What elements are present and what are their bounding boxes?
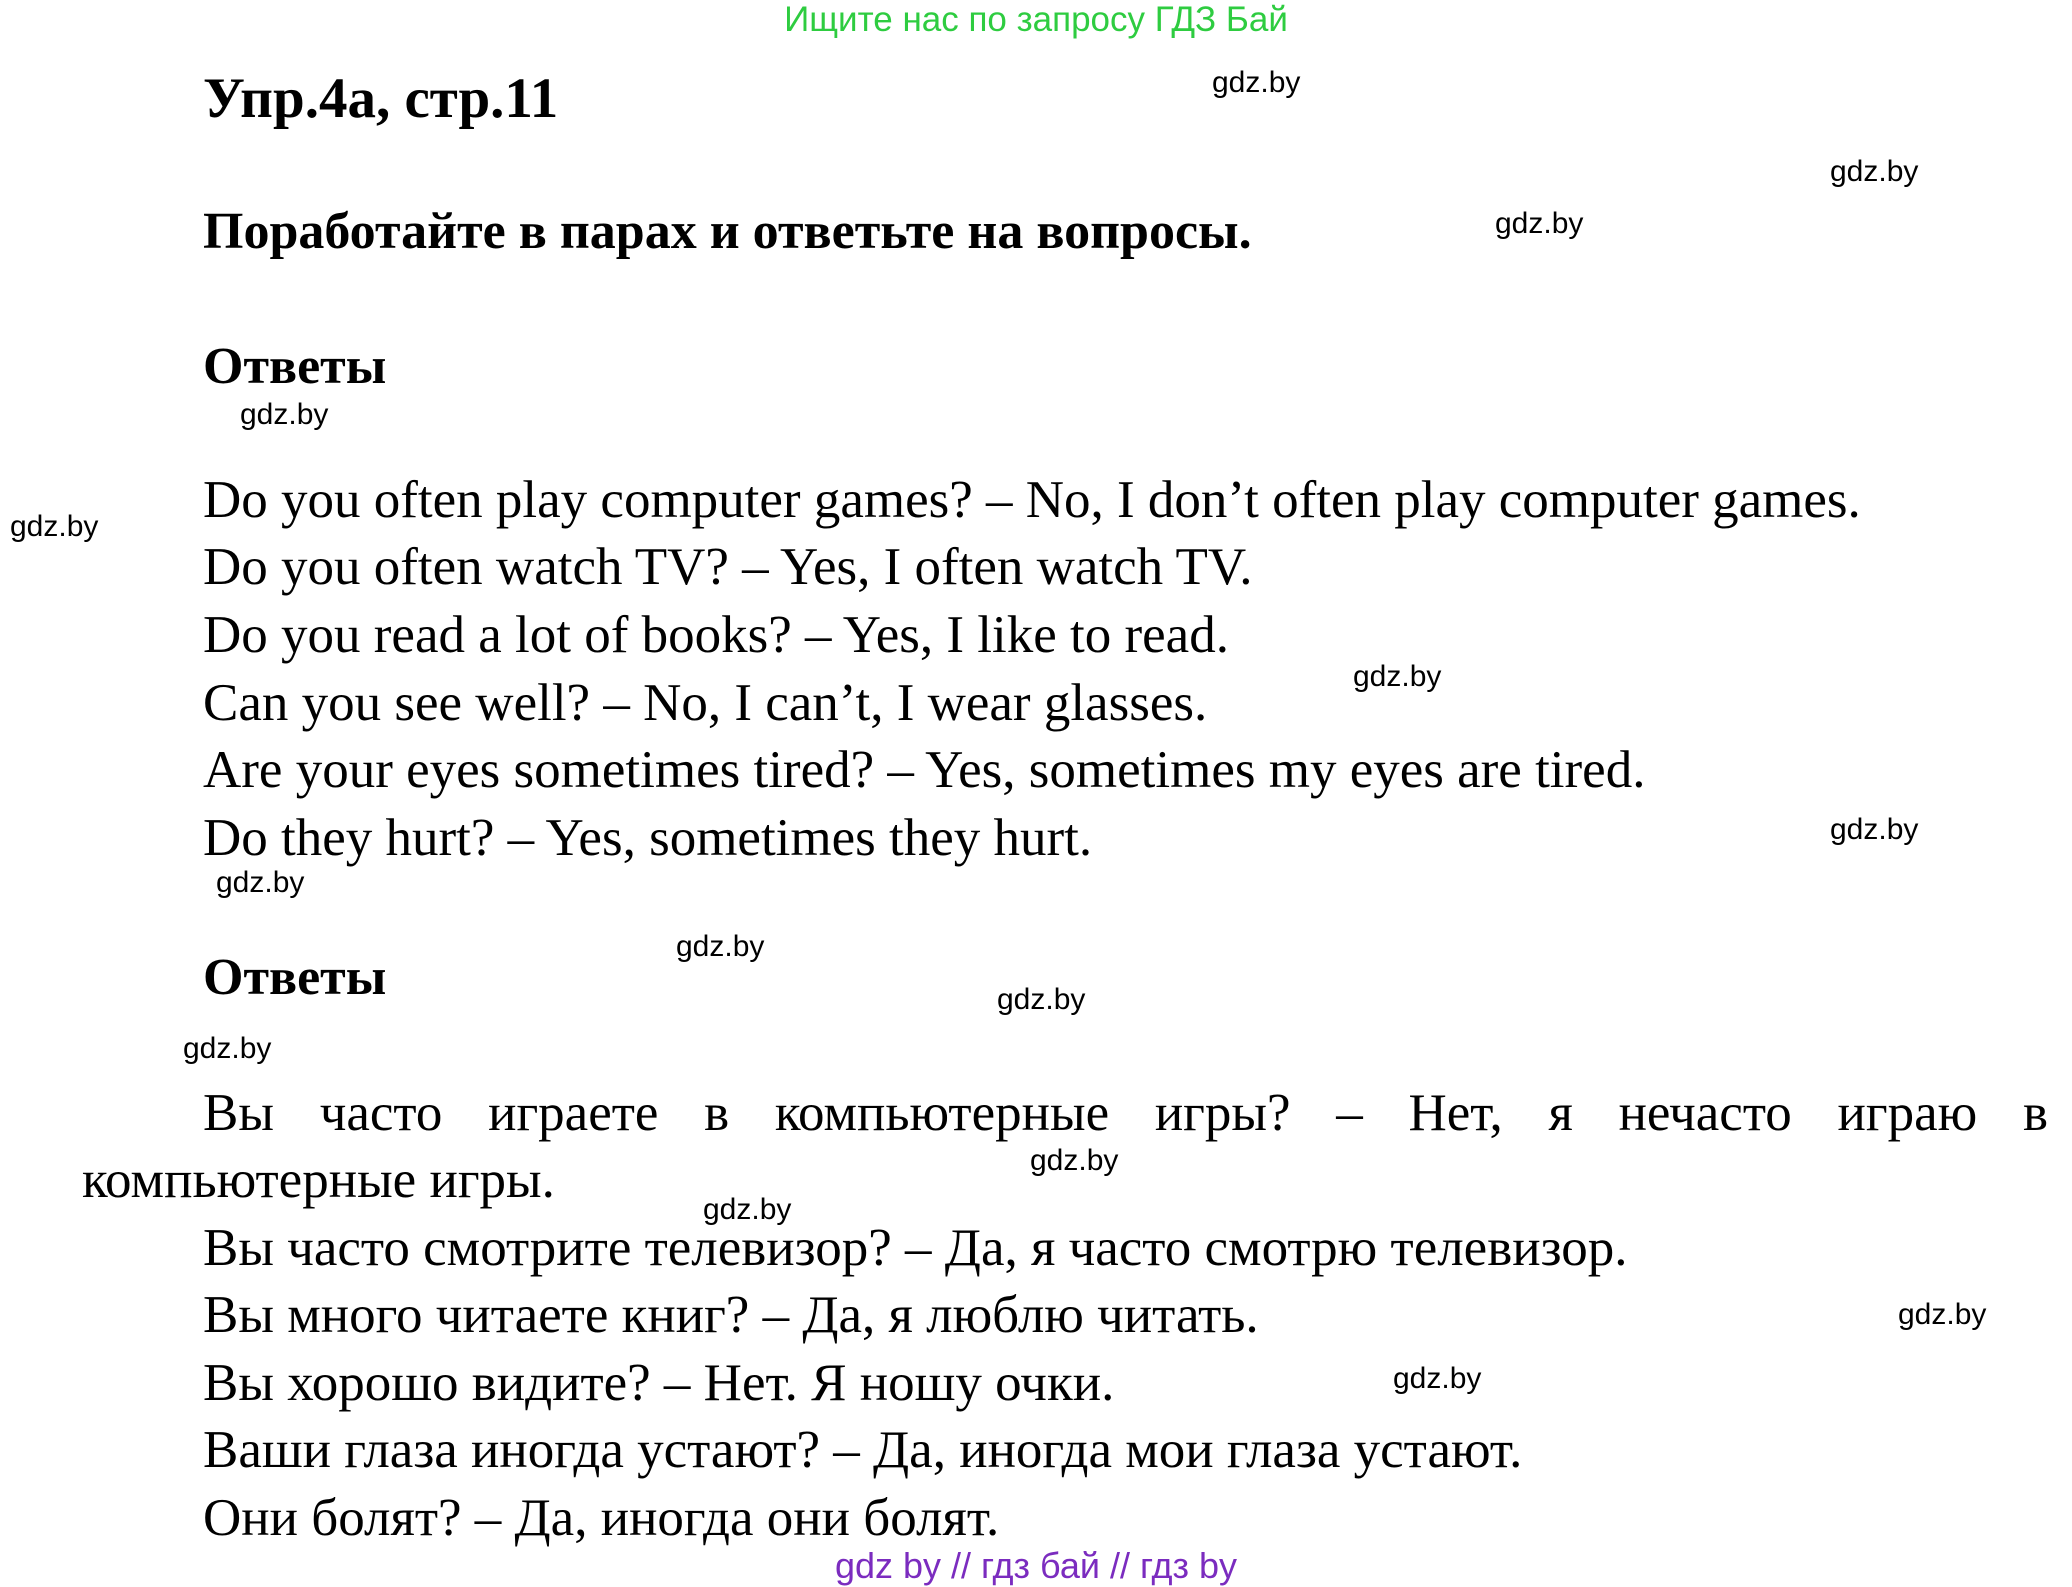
watermark: gdz.by <box>1495 207 1584 240</box>
word: игры? <box>1154 1084 1291 1142</box>
russian-answer-line: Вы много читаете книг? – Да, я люблю читать. <box>203 1286 1259 1344</box>
english-answer-line: Do they hurt? – Yes, sometimes they hurt. <box>203 809 1093 867</box>
russian-answer-line: Вы часто смотрите телевизор? – Да, я часто смотрю телевизор. <box>203 1219 1628 1277</box>
english-answer-line: Can you see well? – No, I can’t, I wear glasses. <box>203 674 1208 732</box>
russian-answer-line: Ваши глаза иногда устают? – Да, иногда мои глаза устают. <box>203 1421 1523 1479</box>
word: я <box>1548 1084 1573 1142</box>
watermark: gdz.by <box>216 866 305 899</box>
russian-answer-line: Они болят? – Да, иногда они болят. <box>203 1489 1000 1547</box>
russian-answer-continuation: компьютерные игры. <box>82 1151 555 1209</box>
word: Вы <box>203 1084 274 1142</box>
answers-heading-russian: Ответы <box>203 949 387 1006</box>
word: часто <box>319 1084 443 1142</box>
watermark: gdz.by <box>10 510 99 543</box>
word: Нет, <box>1408 1084 1503 1142</box>
watermark: gdz.by <box>240 398 329 431</box>
watermark: gdz.by <box>703 1193 792 1226</box>
word: играете <box>488 1084 659 1142</box>
english-answer-line: Are your eyes sometimes tired? – Yes, sometimes my eyes are tired. <box>203 741 1646 799</box>
word: в <box>704 1084 730 1142</box>
watermark: gdz.by <box>997 983 1086 1016</box>
watermark: gdz.by <box>1393 1362 1482 1395</box>
english-answer-line: Do you often play computer games? – No, I don’t often play computer games. <box>203 471 1861 529</box>
english-answer-line: Do you often watch TV? – Yes, I often watch TV. <box>203 538 1253 596</box>
word: играю <box>1837 1084 1978 1142</box>
watermark: gdz.by <box>1898 1298 1987 1331</box>
word: – <box>1336 1084 1363 1142</box>
russian-answer-line-justified <box>203 1083 2048 1143</box>
page-title: Упр.4а, стр.11 <box>203 67 559 130</box>
watermark: gdz.by <box>1830 813 1919 846</box>
watermark: gdz.by <box>676 930 765 963</box>
watermark: gdz.by <box>183 1032 272 1065</box>
word: в <box>2022 1084 2048 1142</box>
top-banner: Ищите нас по запросу ГДЗ Бай <box>784 0 1288 39</box>
russian-answer-line: Вы хорошо видите? – Нет. Я ношу очки. <box>203 1354 1115 1412</box>
task-instruction: Поработайте в парах и ответьте на вопросы. <box>203 203 1252 260</box>
watermark: gdz.by <box>1353 660 1442 693</box>
watermark: gdz.by <box>1212 66 1301 99</box>
watermark: gdz.by <box>1030 1144 1119 1177</box>
word: нечасто <box>1618 1084 1792 1142</box>
answers-heading-english: Ответы <box>203 338 387 395</box>
footer-links: gdz by // гдз бай // гдз by <box>834 1545 1238 1586</box>
english-answer-line: Do you read a lot of books? – Yes, I like to read. <box>203 606 1229 664</box>
word: компьютерные <box>774 1084 1110 1142</box>
watermark: gdz.by <box>1830 155 1919 188</box>
